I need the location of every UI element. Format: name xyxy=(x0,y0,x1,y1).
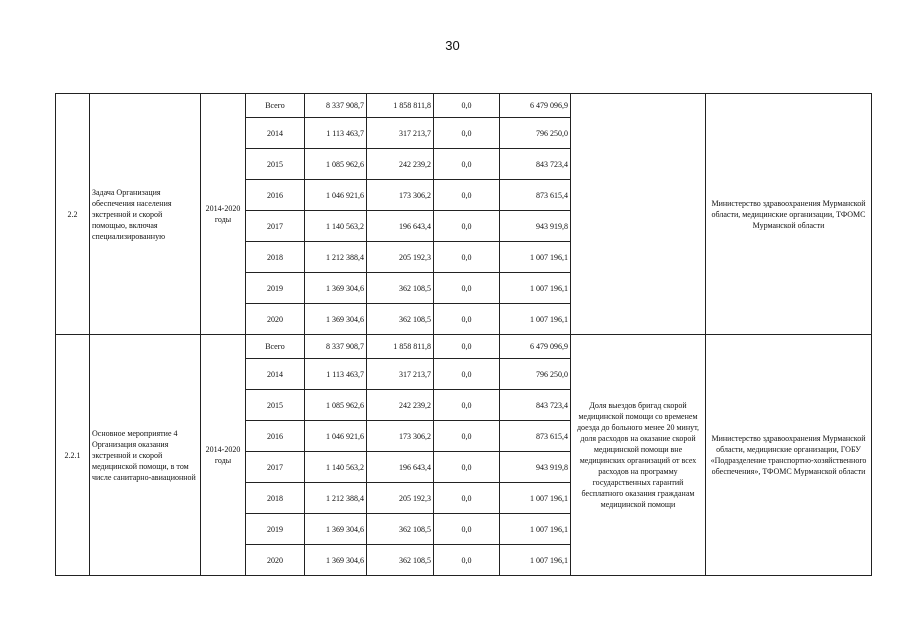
total-cell: 1 212 388,4 xyxy=(305,483,367,514)
total-cell: 1 085 962,6 xyxy=(305,149,367,180)
year-cell: 2016 xyxy=(246,421,305,452)
regional-cell: 0,0 xyxy=(434,421,500,452)
implementation-period: 2014-2020 годы xyxy=(201,94,246,335)
federal-cell: 1 858 811,8 xyxy=(367,94,434,118)
other-cell: 796 250,0 xyxy=(500,359,571,390)
other-cell: 1 007 196,1 xyxy=(500,545,571,576)
regional-cell: 0,0 xyxy=(434,149,500,180)
implementation-period: 2014-2020 годы xyxy=(201,335,246,576)
federal-cell: 173 306,2 xyxy=(367,180,434,211)
total-cell: 1 212 388,4 xyxy=(305,242,367,273)
total-cell: 1 140 563,2 xyxy=(305,452,367,483)
table-row xyxy=(56,335,872,359)
total-cell: 8 337 908,7 xyxy=(305,94,367,118)
other-cell: 1 007 196,1 xyxy=(500,483,571,514)
regional-cell: 0,0 xyxy=(434,118,500,149)
other-cell: 873 615,4 xyxy=(500,421,571,452)
year-cell: 2018 xyxy=(246,483,305,514)
other-cell: 796 250,0 xyxy=(500,118,571,149)
regional-cell: 0,0 xyxy=(434,483,500,514)
year-cell: 2020 xyxy=(246,545,305,576)
federal-cell: 1 858 811,8 xyxy=(367,335,434,359)
responsible-cell: Министерство здравоохранения Мурманской области, медицинские организации, ГОБУ «Подразделение транспортно-хозяйственного обеспечения», ТФОМС Мурманской области xyxy=(706,335,872,576)
regional-cell: 0,0 xyxy=(434,335,500,359)
table-row xyxy=(56,94,872,118)
total-cell: 1 113 463,7 xyxy=(305,359,367,390)
regional-cell: 0,0 xyxy=(434,94,500,118)
total-cell: 1 369 304,6 xyxy=(305,273,367,304)
federal-cell: 317 213,7 xyxy=(367,359,434,390)
other-cell: 6 479 096,9 xyxy=(500,335,571,359)
federal-cell: 242 239,2 xyxy=(367,149,434,180)
year-cell: 2017 xyxy=(246,452,305,483)
total-cell: 1 085 962,6 xyxy=(305,390,367,421)
regional-cell: 0,0 xyxy=(434,514,500,545)
federal-cell: 205 192,3 xyxy=(367,242,434,273)
regional-cell: 0,0 xyxy=(434,273,500,304)
other-cell: 1 007 196,1 xyxy=(500,242,571,273)
other-cell: 873 615,4 xyxy=(500,180,571,211)
regional-cell: 0,0 xyxy=(434,242,500,273)
other-cell: 843 723,4 xyxy=(500,390,571,421)
other-cell: 1 007 196,1 xyxy=(500,514,571,545)
regional-cell: 0,0 xyxy=(434,545,500,576)
section-number: 2.2.1 xyxy=(56,335,90,576)
other-cell: 943 919,8 xyxy=(500,452,571,483)
total-cell: 1 046 921,6 xyxy=(305,180,367,211)
task-description: Задача Организация обеспечения населения экстренной и скорой помощью, включая специализированную xyxy=(90,94,201,335)
total-cell: 1 369 304,6 xyxy=(305,514,367,545)
regional-cell: 0,0 xyxy=(434,304,500,335)
page-number: 30 xyxy=(445,38,460,53)
year-cell: 2019 xyxy=(246,514,305,545)
year-cell: Всего xyxy=(246,335,305,359)
year-cell: 2018 xyxy=(246,242,305,273)
total-cell: 1 369 304,6 xyxy=(305,545,367,576)
other-cell: 1 007 196,1 xyxy=(500,304,571,335)
federal-cell: 173 306,2 xyxy=(367,421,434,452)
regional-cell: 0,0 xyxy=(434,452,500,483)
table-body xyxy=(56,94,872,576)
federal-cell: 242 239,2 xyxy=(367,390,434,421)
federal-cell: 362 108,5 xyxy=(367,273,434,304)
federal-cell: 317 213,7 xyxy=(367,118,434,149)
total-cell: 8 337 908,7 xyxy=(305,335,367,359)
indicator-cell: Доля выездов бригад скорой медицинской помощи со временем доезда до больного менее 20 минут, доля расходов на оказание скорой медицинской помощи вне медицинских организаций от всех расходов на программу государственных гарантий бесплатного оказания гражданам медицинской помощи xyxy=(571,335,706,576)
federal-cell: 362 108,5 xyxy=(367,304,434,335)
total-cell: 1 369 304,6 xyxy=(305,304,367,335)
year-cell: 2020 xyxy=(246,304,305,335)
federal-cell: 205 192,3 xyxy=(367,483,434,514)
other-cell: 1 007 196,1 xyxy=(500,273,571,304)
year-cell: 2019 xyxy=(246,273,305,304)
year-cell: Всего xyxy=(246,94,305,118)
year-cell: 2014 xyxy=(246,359,305,390)
other-cell: 843 723,4 xyxy=(500,149,571,180)
section-number: 2.2 xyxy=(56,94,90,335)
regional-cell: 0,0 xyxy=(434,180,500,211)
year-cell: 2016 xyxy=(246,180,305,211)
indicator-cell xyxy=(571,94,706,335)
total-cell: 1 113 463,7 xyxy=(305,118,367,149)
total-cell: 1 046 921,6 xyxy=(305,421,367,452)
other-cell: 6 479 096,9 xyxy=(500,94,571,118)
regional-cell: 0,0 xyxy=(434,390,500,421)
year-cell: 2015 xyxy=(246,390,305,421)
program-table xyxy=(55,93,872,576)
year-cell: 2015 xyxy=(246,149,305,180)
federal-cell: 362 108,5 xyxy=(367,545,434,576)
other-cell: 943 919,8 xyxy=(500,211,571,242)
regional-cell: 0,0 xyxy=(434,359,500,390)
federal-cell: 362 108,5 xyxy=(367,514,434,545)
responsible-cell: Министерство здравоохранения Мурманской области, медицинские организации, ТФОМС Мурманской области xyxy=(706,94,872,335)
federal-cell: 196 643,4 xyxy=(367,452,434,483)
regional-cell: 0,0 xyxy=(434,211,500,242)
task-description: Основное мероприятие 4 Организация оказания экстренной и скорой медицинской помощи, в том числе санитарно-авиационной xyxy=(90,335,201,576)
federal-cell: 196 643,4 xyxy=(367,211,434,242)
year-cell: 2014 xyxy=(246,118,305,149)
year-cell: 2017 xyxy=(246,211,305,242)
total-cell: 1 140 563,2 xyxy=(305,211,367,242)
